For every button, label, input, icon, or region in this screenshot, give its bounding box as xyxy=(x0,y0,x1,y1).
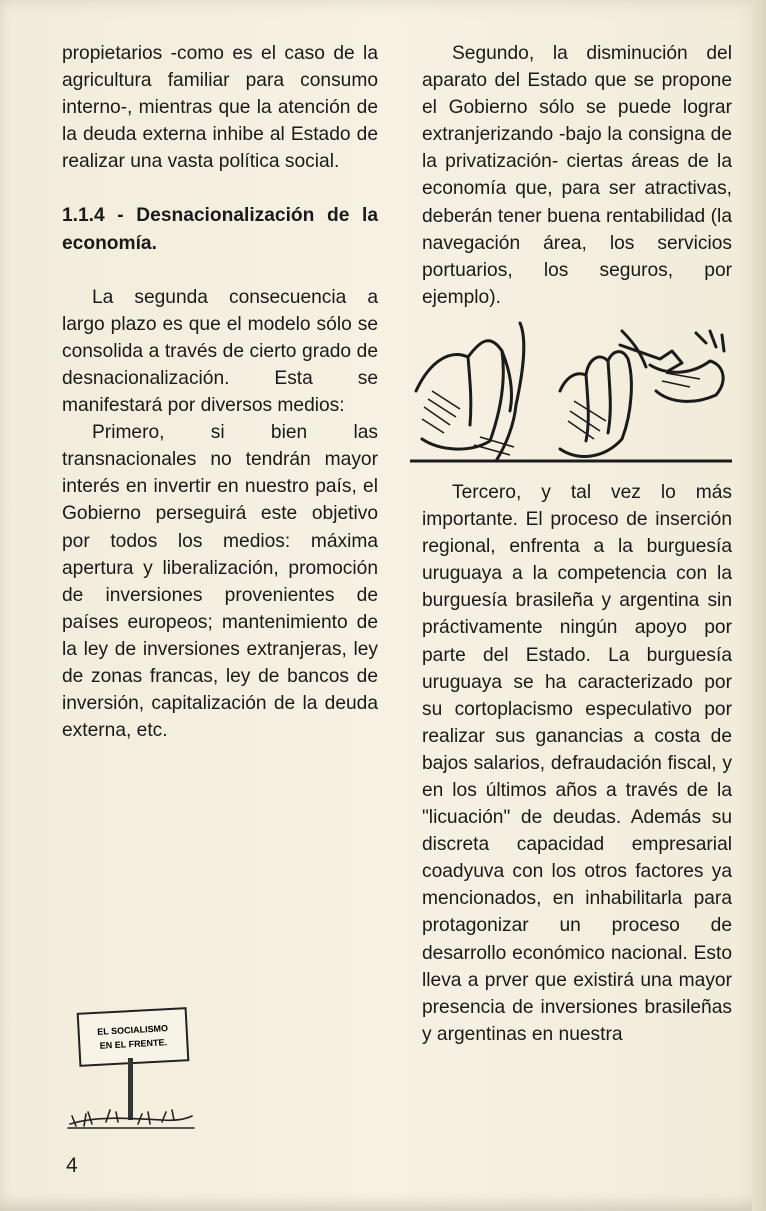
paragraph-first-means: Primero, si bien las transnacionales no tendrán mayor interés en invertir en nuestro país, el Gobierno perseguirá este objetivo por todos los medios: máxima apertura y liberalización, promoción de inversiones provenientes de países europeos; mantenimiento de la ley de inversiones extranjeras, ley de zonas francas, ley de bancos de inversión, capitalización de la deuda externa, etc. xyxy=(62,422,378,742)
section-heading: 1.1.4 - Desnacionalización de la economía. xyxy=(62,205,378,254)
grass-icon xyxy=(66,1104,196,1130)
hands-illustration xyxy=(422,321,732,469)
hands-drawing-icon xyxy=(410,321,732,469)
paragraph-continuation: propietarios -como es el caso de la agricultura familiar para consumo interno-, mientras que la atención de la deuda externa inhibe al Estado de realizar una vasta política social. xyxy=(62,43,378,173)
right-column xyxy=(422,40,732,1048)
paragraph-second-consequence: La segunda consecuencia a largo plazo es que el modelo sólo se consolida a través de cierto grado de desnacionalización. Esta se manifestará por diversos medios: xyxy=(62,286,378,417)
paragraph-second-means: Segundo, la disminución del aparato del Estado que se propone el Gobierno sólo se puede lograr extranjerizando -bajo la consigna de la privatización- ciertas áreas de la economía que, para ser atractivas, deberán tener buena rentabilidad (la navegación área, los servicios portuarios, los seguros, por ejemplo). xyxy=(422,43,732,308)
page-number: 4 xyxy=(66,1154,78,1177)
sign-text-line-1: EL SOCIALISMO xyxy=(96,1023,169,1037)
sign-text-line-2: EN EL FRENTE. xyxy=(99,1037,168,1051)
left-column xyxy=(62,40,378,744)
sign-board xyxy=(77,1007,190,1067)
sign-illustration xyxy=(66,996,196,1132)
page-edge xyxy=(752,0,766,1211)
paragraph-third-means: Tercero, y tal vez lo más importante. El proceso de inserción regional, enfrenta a la burguesía uruguaya a la competencia con la burguesía brasileña y argentina sin práctivamente ningún apoyo por parte del Estado. La burguesía uruguaya se ha caracterizado por su cortoplacismo especulativo por realizar sus ganancias a costa de bajos salarios, defraudación fiscal, y en los últimos años a través de la "licuación" de deudas. Además su discreta capacidad empresarial coadyuva con los otros factores ya mencionados, en inhabilitarla para protagonizar un proceso de desarrollo económico nacional. Esto lleva a prver que existirá una mayor presencia de inversiones brasileñas y argentinas en nuestra xyxy=(422,481,732,1045)
